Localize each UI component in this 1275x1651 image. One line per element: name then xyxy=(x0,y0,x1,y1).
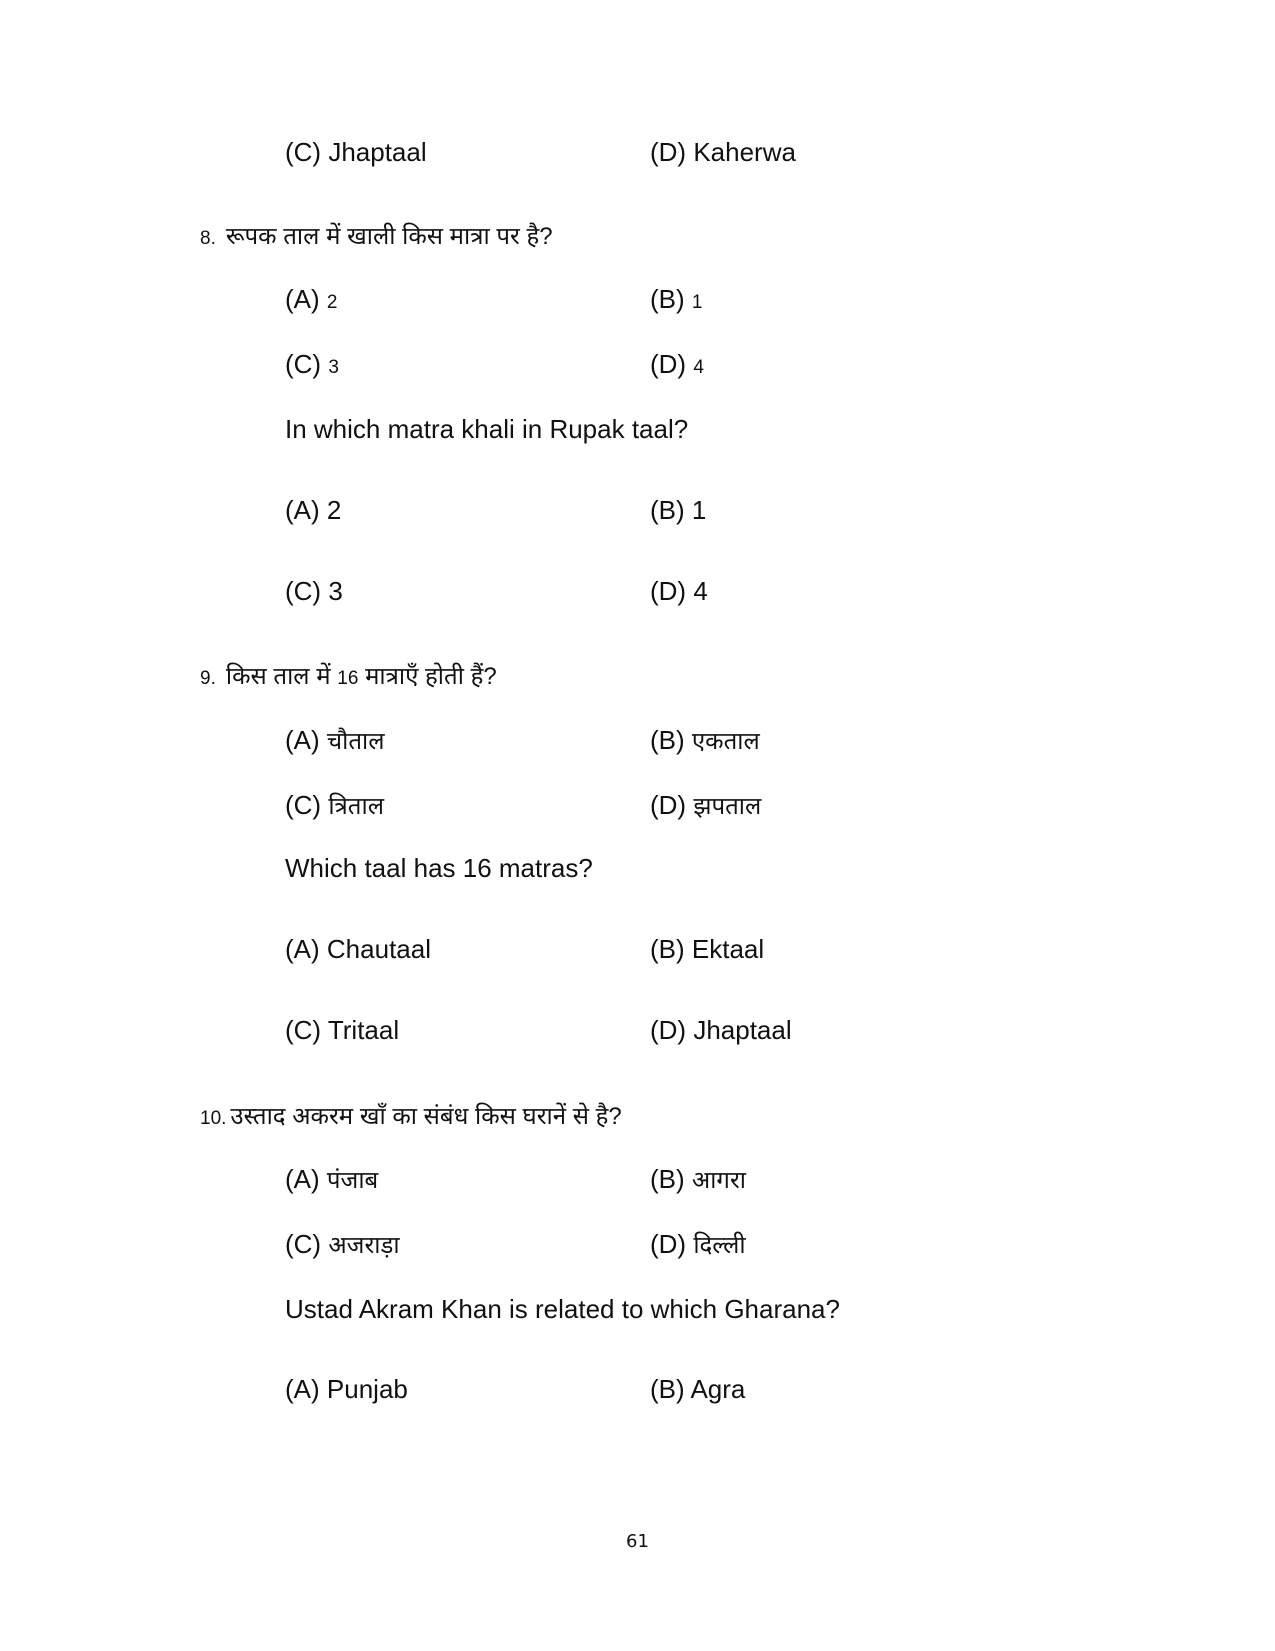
option-label: (A) xyxy=(285,1374,320,1404)
question-number-value: 16 xyxy=(337,668,359,689)
option-text: Jhaptaal xyxy=(693,1015,792,1045)
q8-english-option-c xyxy=(285,576,343,607)
question-text-part2: मात्राएँ होती हैं? xyxy=(365,663,497,690)
question-number: 9. xyxy=(200,668,216,689)
option-text: 2 xyxy=(326,292,338,313)
option-label: (B) xyxy=(650,1374,685,1404)
question-text-part1: किस ताल में xyxy=(225,663,331,690)
option-text: Chautaal xyxy=(326,934,431,964)
q9-english-option-d xyxy=(650,1015,792,1046)
question-number: 8. xyxy=(200,228,216,249)
option-text: एकताल xyxy=(691,728,760,755)
option-label: (B) xyxy=(650,725,685,755)
q9-hindi-option-b xyxy=(650,724,760,757)
option-text: त्रिताल xyxy=(328,793,384,820)
q9-english-option-b xyxy=(650,934,764,965)
q9-english-question: Which taal has 16 matras? xyxy=(285,853,593,883)
option-label: (C) xyxy=(285,349,322,379)
option-label: (D) xyxy=(650,576,687,606)
q9-english-option-c xyxy=(285,1015,399,1046)
option-label: (D) xyxy=(650,1015,687,1045)
question-text: रूपक ताल में खाली किस मात्रा पर है? xyxy=(225,223,553,250)
option-text: Agra xyxy=(690,1374,746,1404)
option-text: पंजाब xyxy=(326,1167,379,1194)
q10-hindi-question xyxy=(200,1099,622,1132)
option-text: 4 xyxy=(693,357,704,378)
option-label: (C) xyxy=(285,1229,322,1259)
q8-hindi-option-b xyxy=(650,284,702,315)
q8-hindi-option-d xyxy=(650,349,704,380)
q8-hindi-option-c xyxy=(285,349,339,380)
q8-english-option-d xyxy=(650,576,708,607)
option-text: 4 xyxy=(693,576,708,606)
q9-hindi-option-c xyxy=(285,789,384,822)
option-text: 3 xyxy=(328,576,343,606)
option-text: 1 xyxy=(691,495,707,525)
q8-english-option-a xyxy=(285,495,341,526)
q8-english-question: In which matra khali in Rupak taal? xyxy=(285,414,689,444)
q10-hindi-option-d xyxy=(650,1228,746,1261)
option-text: अजराड़ा xyxy=(328,1232,400,1259)
option-text: चौताल xyxy=(326,728,385,755)
option-label: (D) xyxy=(650,349,687,379)
option-label: (B) xyxy=(650,1164,685,1194)
option-label: (B) xyxy=(650,934,685,964)
option-label: (D) xyxy=(650,790,687,820)
q10-hindi-option-a xyxy=(285,1163,378,1196)
option-label: (A) xyxy=(285,495,320,525)
q9-english-option-a xyxy=(285,934,431,965)
q10-english-option-a xyxy=(285,1374,408,1405)
q10-english-option-b xyxy=(650,1374,745,1405)
q8-english-option-b xyxy=(650,495,706,526)
option-label: (C) xyxy=(285,1015,322,1045)
option-label: (B) xyxy=(650,495,685,525)
option-text: Tritaal xyxy=(327,1015,400,1045)
option-text: 2 xyxy=(326,495,342,525)
option-text: Kaherwa xyxy=(693,137,796,167)
q8-hindi-option-a xyxy=(285,284,337,315)
option-label: (A) xyxy=(285,284,320,314)
option-label: (C) xyxy=(285,576,322,606)
option-label: (B) xyxy=(650,284,685,314)
question-text: उस्ताद अकरम खाँ का संबंध किस घरानें से है? xyxy=(230,1103,622,1130)
option-text: Ektaal xyxy=(691,934,765,964)
q9-hindi-question xyxy=(200,659,497,692)
option-label: (A) xyxy=(285,725,320,755)
option-text: 3 xyxy=(328,357,339,378)
q10-hindi-option-c xyxy=(285,1228,400,1261)
q9-hindi-option-a xyxy=(285,724,385,757)
option-label: (D) xyxy=(650,1229,687,1259)
q10-english-question: Ustad Akram Khan is related to which Gharana? xyxy=(285,1294,840,1324)
q8-hindi-question xyxy=(200,219,553,252)
q10-hindi-option-b xyxy=(650,1163,746,1196)
option-text: 1 xyxy=(691,292,703,313)
q9-hindi-option-d xyxy=(650,789,761,822)
page-number: 61 xyxy=(626,1531,649,1552)
option-label: (C) xyxy=(285,137,322,167)
option-label: (A) xyxy=(285,934,320,964)
q7-option-d xyxy=(650,137,796,168)
q7-option-c xyxy=(285,137,427,168)
option-label: (A) xyxy=(285,1164,320,1194)
option-label: (D) xyxy=(650,137,687,167)
question-number: 10. xyxy=(200,1108,227,1129)
option-text: Punjab xyxy=(326,1374,408,1404)
option-text: झपताल xyxy=(693,793,762,820)
option-label: (C) xyxy=(285,790,322,820)
option-text: Jhaptaal xyxy=(328,137,427,167)
option-text: आगरा xyxy=(691,1167,746,1194)
option-text: दिल्ली xyxy=(693,1232,746,1259)
